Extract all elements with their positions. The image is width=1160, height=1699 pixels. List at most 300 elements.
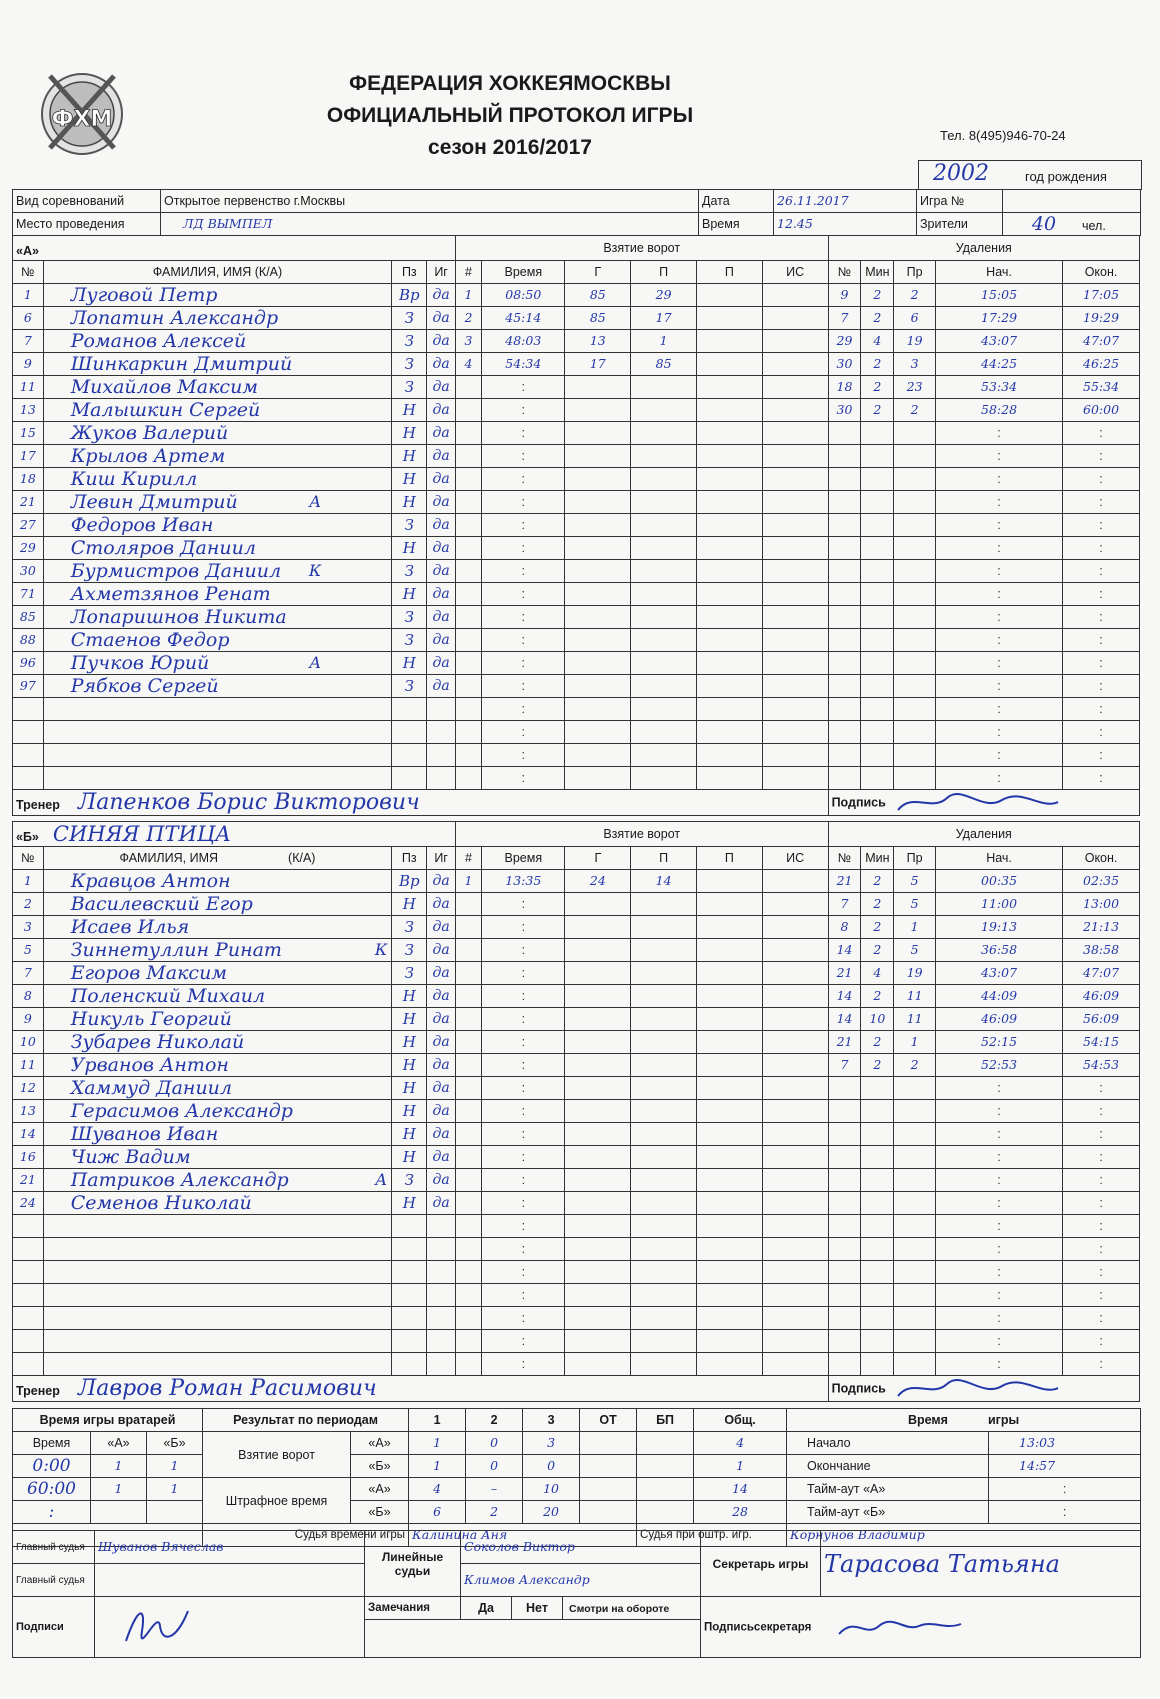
- goal-is: [762, 652, 828, 675]
- penalty-player: [828, 1146, 861, 1169]
- gk-time-col: Время: [13, 1432, 91, 1455]
- penalty-player: [828, 767, 861, 790]
- goal-assist-1: [631, 1123, 697, 1146]
- goal-is: [762, 675, 828, 698]
- penalty-end: :: [1063, 1284, 1140, 1307]
- goal-assist-1: [631, 1192, 697, 1215]
- goal-assist-1: [631, 1261, 697, 1284]
- goal-time: :: [482, 1238, 565, 1261]
- goal-time: :: [482, 1123, 565, 1146]
- player-name-cell: [43, 606, 392, 629]
- timeout-a-value: :: [989, 1478, 1141, 1501]
- player-position: З: [392, 962, 427, 985]
- team_b-row: [13, 985, 1140, 1008]
- goal-is: [762, 767, 828, 790]
- gk-b-col: «Б»: [147, 1432, 203, 1455]
- team_a-name-col-header: ФАМИЛИЯ, ИМЯ (К/А): [43, 261, 392, 284]
- goal-time: :: [482, 1215, 565, 1238]
- penalty-player: 7: [828, 893, 861, 916]
- penalty-start: 52:53: [935, 1054, 1062, 1077]
- goal-time: 54:34: [482, 353, 565, 376]
- penalty-end: :: [1063, 1100, 1140, 1123]
- team_b-goal-time-col-header: Время: [482, 847, 565, 870]
- penalty-player: 14: [828, 985, 861, 1008]
- goal-is: [762, 514, 828, 537]
- team-b-table: [12, 821, 1140, 1402]
- player-name-cell: [43, 893, 392, 916]
- player-position: З: [392, 939, 427, 962]
- team_a-row: [13, 583, 1140, 606]
- penalty-reason: 5: [894, 870, 936, 893]
- goal-number: [455, 537, 481, 560]
- penalty-start: :: [935, 629, 1062, 652]
- judge-signature-icon: [98, 1601, 218, 1651]
- goal-time: :: [482, 1077, 565, 1100]
- team_b-coach-cell: [13, 1376, 829, 1402]
- goal-number: [455, 962, 481, 985]
- penalty-start: :: [935, 1146, 1062, 1169]
- player-name: Урванов Антон: [70, 1054, 229, 1076]
- goal-time: :: [482, 1353, 565, 1376]
- penalty-reason: [894, 1330, 936, 1353]
- penalty-reason: [894, 606, 936, 629]
- player-name: Столяров Даниил: [70, 537, 256, 559]
- penalty-end: 38:58: [1063, 939, 1140, 962]
- penalty-start: :: [935, 1307, 1062, 1330]
- game-time-header: [787, 1409, 1141, 1432]
- penalty-minutes: 2: [861, 376, 894, 399]
- penalty-end: :: [1063, 583, 1140, 606]
- player-number: 3: [13, 916, 44, 939]
- goals-label: Взятие ворот: [203, 1432, 351, 1478]
- goal-time: 48:03: [482, 330, 565, 353]
- time-value: 12.45: [774, 213, 917, 236]
- penalty-minutes: [861, 1123, 894, 1146]
- penalty-minutes: [861, 583, 894, 606]
- team_a-row: [13, 767, 1140, 790]
- penalty-player: [828, 698, 861, 721]
- player-position: Н: [392, 1077, 427, 1100]
- penalty-player: [828, 721, 861, 744]
- goal-time: :: [482, 744, 565, 767]
- penalty-reason: 2: [894, 284, 936, 307]
- penalty-start: :: [935, 514, 1062, 537]
- penalty-start: :: [935, 491, 1062, 514]
- goal-assist-1: [631, 1284, 697, 1307]
- player-name: Малышкин Сергей: [70, 399, 261, 421]
- player-position: Н: [392, 1054, 427, 1077]
- penalty-player: [828, 1192, 861, 1215]
- goal-assist-2: [696, 893, 762, 916]
- period-p1-header: 1: [409, 1409, 466, 1432]
- pim-b-team: «Б»: [351, 1501, 409, 1524]
- goal-number: [455, 1146, 481, 1169]
- goal-assist-2: [696, 376, 762, 399]
- team_a-played-col-header: Иг: [427, 261, 456, 284]
- penalty-reason: 1: [894, 916, 936, 939]
- player-position: [392, 698, 427, 721]
- penalty-end: 47:07: [1063, 330, 1140, 353]
- player-number: 85: [13, 606, 44, 629]
- player-number: 30: [13, 560, 44, 583]
- penalty-end: :: [1063, 468, 1140, 491]
- penalty-player: [828, 445, 861, 468]
- player-played: да: [427, 422, 456, 445]
- goal-scorer: [565, 422, 631, 445]
- goal-is: [762, 939, 828, 962]
- goal-assist-1: [631, 537, 697, 560]
- goal-assist-2: [696, 985, 762, 1008]
- goal-assist-1: [631, 698, 697, 721]
- penalty-start: :: [935, 445, 1062, 468]
- penalty-start: :: [935, 1353, 1062, 1376]
- goal-assist-2: [696, 1215, 762, 1238]
- team_a-signature-icon: [892, 792, 1062, 814]
- player-number: [13, 1307, 44, 1330]
- team_a-row: [13, 284, 1140, 307]
- penalty-reason: [894, 560, 936, 583]
- penalty-minutes: [861, 560, 894, 583]
- goal-is: [762, 1215, 828, 1238]
- penalty-player: [828, 1169, 861, 1192]
- team_b-row: [13, 893, 1140, 916]
- player-name-cell: [43, 1353, 392, 1376]
- player-played: да: [427, 1077, 456, 1100]
- linesmen-label: Линейные судьи: [365, 1531, 461, 1597]
- goal-number: [455, 1238, 481, 1261]
- goal-is: [762, 698, 828, 721]
- penalty-start: :: [935, 1215, 1062, 1238]
- chief-judge-value: Шуванов Вячеслав: [95, 1531, 365, 1564]
- penalty-minutes: [861, 1353, 894, 1376]
- goal-scorer: [565, 514, 631, 537]
- penalty-reason: [894, 744, 936, 767]
- penalty-reason: 5: [894, 893, 936, 916]
- penalty-reason: 1: [894, 1031, 936, 1054]
- goal-assist-1: [631, 1100, 697, 1123]
- player-position: Н: [392, 422, 427, 445]
- goal-time: :: [482, 1261, 565, 1284]
- goal-assist-2: [696, 1261, 762, 1284]
- penalty-minutes: [861, 422, 894, 445]
- penalty-player: 30: [828, 399, 861, 422]
- penalty-minutes: [861, 514, 894, 537]
- player-played: [427, 744, 456, 767]
- team_a-signature-label: Подпись: [831, 794, 886, 809]
- goal-number: [455, 675, 481, 698]
- penalty-end: :: [1063, 514, 1140, 537]
- goal-assist-1: [631, 1238, 697, 1261]
- timekeeper-label: Судья времени игры: [203, 1524, 409, 1547]
- gk-b: 1: [147, 1455, 203, 1478]
- date-label: Дата: [699, 190, 774, 213]
- penalty-end: 13:00: [1063, 893, 1140, 916]
- player-position: [392, 744, 427, 767]
- goal-scorer: [565, 1054, 631, 1077]
- game-info-table: [12, 189, 1141, 236]
- goal-time: :: [482, 1330, 565, 1353]
- goal-assist-2: [696, 468, 762, 491]
- player-ka: К: [308, 561, 322, 580]
- team_b-label-cell: [13, 822, 456, 847]
- team_a-coach-cell: [13, 790, 829, 816]
- player-name-cell: [43, 675, 392, 698]
- penalty-reason: 2: [894, 399, 936, 422]
- player-position: Н: [392, 1146, 427, 1169]
- player-name-cell: [43, 491, 392, 514]
- chief-judge-2-label: Главный судья: [13, 1564, 95, 1597]
- goal-assist-2: [696, 1238, 762, 1261]
- goal-scorer: [565, 1192, 631, 1215]
- penalty-reason: 6: [894, 307, 936, 330]
- gk-b: [147, 1501, 203, 1524]
- team_b-is-col-header: ИС: [762, 847, 828, 870]
- goal-assist-2: [696, 1123, 762, 1146]
- goal-number: [455, 1353, 481, 1376]
- team-a-table: [12, 235, 1140, 816]
- penalty-minutes: [861, 629, 894, 652]
- player-name-cell: [43, 1077, 392, 1100]
- goal-is: [762, 1031, 828, 1054]
- goal-assist-2: [696, 698, 762, 721]
- player-name-cell: [43, 445, 392, 468]
- penalty-minutes: [861, 468, 894, 491]
- goal-number: 1: [455, 870, 481, 893]
- penalty-player: [828, 675, 861, 698]
- penalty-player: [828, 491, 861, 514]
- goal-is: [762, 376, 828, 399]
- player-name-cell: [43, 962, 392, 985]
- player-played: да: [427, 583, 456, 606]
- penalty-minutes: [861, 1284, 894, 1307]
- penalty-player: 18: [828, 376, 861, 399]
- penalty-end: 54:15: [1063, 1031, 1140, 1054]
- people-label: чел.: [1082, 219, 1106, 233]
- team_b-goals-header: Взятие ворот: [455, 822, 828, 847]
- linesman-1: Соколов Виктор: [461, 1531, 701, 1564]
- penalty-end: :: [1063, 744, 1140, 767]
- goal-is: [762, 1054, 828, 1077]
- player-name-cell: [43, 1307, 392, 1330]
- player-name: Лопатин Александр: [70, 307, 279, 329]
- penalty-player: 14: [828, 1008, 861, 1031]
- timeout-b-label: Тайм-аут «Б»: [787, 1501, 989, 1524]
- player-name: Жуков Валерий: [70, 422, 229, 444]
- player-number: 11: [13, 376, 44, 399]
- goal-assist-1: [631, 1353, 697, 1376]
- game-number-value: [1003, 190, 1141, 213]
- goal-number: [455, 399, 481, 422]
- team_a-label: «А»: [16, 244, 39, 258]
- penalty-start: 52:15: [935, 1031, 1062, 1054]
- team_b-row: [13, 1353, 1140, 1376]
- penalty-player: 7: [828, 307, 861, 330]
- player-name: Левин Дмитрий: [70, 491, 238, 513]
- team_a-row: [13, 652, 1140, 675]
- team_b-row: [13, 939, 1140, 962]
- goal-assist-1: [631, 1054, 697, 1077]
- goal-is: [762, 468, 828, 491]
- goal-time: :: [482, 675, 565, 698]
- player-number: 16: [13, 1146, 44, 1169]
- player-name-cell: [43, 652, 392, 675]
- penalty-player: [828, 1330, 861, 1353]
- goal-number: [455, 1100, 481, 1123]
- pim-a-period: [580, 1478, 637, 1501]
- player-number: [13, 1215, 44, 1238]
- player-name: Лопаришнов Никита: [70, 606, 287, 628]
- goal-scorer: [565, 1330, 631, 1353]
- goal-is: [762, 1077, 828, 1100]
- goal-assist-1: [631, 606, 697, 629]
- goal-number: [455, 893, 481, 916]
- player-name-cell: [43, 985, 392, 1008]
- penalty-reason: [894, 629, 936, 652]
- goal-assist-1: [631, 675, 697, 698]
- goal-assist-2: [696, 939, 762, 962]
- goal-scorer: [565, 721, 631, 744]
- penalty-reason: 19: [894, 330, 936, 353]
- goals-a-period: 1: [409, 1432, 466, 1455]
- penalty-player: [828, 1353, 861, 1376]
- goal-assist-1: [631, 1146, 697, 1169]
- goal-scorer: [565, 376, 631, 399]
- pim-a-period: –: [466, 1478, 523, 1501]
- penalty-start: :: [935, 1192, 1062, 1215]
- penalty-start: 44:25: [935, 353, 1062, 376]
- goal-is: [762, 537, 828, 560]
- team_a-coach-value: Лапенков Борис Викторович: [77, 790, 420, 815]
- penalty-player: [828, 1123, 861, 1146]
- player-position: [392, 1238, 427, 1261]
- penalty-end: 54:53: [1063, 1054, 1140, 1077]
- penalty-minutes: [861, 445, 894, 468]
- penalty-minutes: [861, 1238, 894, 1261]
- goal-assist-2: [696, 916, 762, 939]
- penalty-minutes: [861, 767, 894, 790]
- player-name: Михайлов Максим: [70, 376, 259, 398]
- goal-time: :: [482, 652, 565, 675]
- penalty-player: [828, 1284, 861, 1307]
- penalty-start: 46:09: [935, 1008, 1062, 1031]
- goal-assist-2: [696, 399, 762, 422]
- goal-number: [455, 1261, 481, 1284]
- player-played: да: [427, 514, 456, 537]
- penalty-player: [828, 514, 861, 537]
- player-name-cell: [43, 939, 392, 962]
- player-played: [427, 1353, 456, 1376]
- penalty-end: :: [1063, 1123, 1140, 1146]
- goal-assist-2: [696, 307, 762, 330]
- player-number: 13: [13, 399, 44, 422]
- penalty-reason: 3: [894, 353, 936, 376]
- linesman-2: Климов Александр: [461, 1564, 701, 1597]
- penalty-reason: [894, 1100, 936, 1123]
- penalty-end: 19:29: [1063, 307, 1140, 330]
- remarks-space: [365, 1620, 701, 1658]
- secretary-sign-label: Подписьсекретаря: [704, 1621, 812, 1634]
- penalty-start: :: [935, 1238, 1062, 1261]
- penalty-minutes: 2: [861, 284, 894, 307]
- player-played: да: [427, 330, 456, 353]
- player-played: да: [427, 1169, 456, 1192]
- penalty-start: 43:07: [935, 962, 1062, 985]
- game-time-label-2: игры: [987, 1413, 1020, 1427]
- goal-assist-1: [631, 583, 697, 606]
- penalty-player: [828, 1077, 861, 1100]
- penalty-reason: 11: [894, 1008, 936, 1031]
- penalty-start: 11:00: [935, 893, 1062, 916]
- competition-label: Вид соревнований: [13, 190, 161, 213]
- goal-scorer: [565, 744, 631, 767]
- penalty-minutes: [861, 491, 894, 514]
- player-name-cell: [43, 1169, 392, 1192]
- player-name-cell: [43, 767, 392, 790]
- goal-is: [762, 1192, 828, 1215]
- venue-value: ЛД ВЫМПЕЛ: [161, 213, 699, 236]
- penalty-end: :: [1063, 652, 1140, 675]
- pim-a-team: «А»: [351, 1478, 409, 1501]
- player-position: З: [392, 376, 427, 399]
- penalty-player: 14: [828, 939, 861, 962]
- player-number: 27: [13, 514, 44, 537]
- goal-scorer: [565, 1284, 631, 1307]
- goal-scorer: [565, 1077, 631, 1100]
- team_a-pen-end-col-header: Окон.: [1063, 261, 1140, 284]
- goal-scorer: [565, 468, 631, 491]
- judge-signature-cell: [95, 1597, 365, 1658]
- penalty-reason: [894, 514, 936, 537]
- goal-assist-1: [631, 1330, 697, 1353]
- goals-team-a: «А»: [351, 1432, 409, 1455]
- goal-time: :: [482, 422, 565, 445]
- goal-assist-2: [696, 330, 762, 353]
- player-name-cell: [43, 1008, 392, 1031]
- goal-scorer: [565, 962, 631, 985]
- player-number: 88: [13, 629, 44, 652]
- goal-time: :: [482, 1031, 565, 1054]
- penalty-reason: 2: [894, 1054, 936, 1077]
- player-ka: А: [309, 492, 322, 511]
- game-time-label: Время: [907, 1413, 948, 1427]
- goal-scorer: [565, 399, 631, 422]
- penalty-minutes: [861, 1100, 894, 1123]
- goal-assist-1: [631, 893, 697, 916]
- penalty-start: :: [935, 1330, 1062, 1353]
- player-name: Егоров Максим: [70, 962, 228, 984]
- penalty-player: 8: [828, 916, 861, 939]
- penalty-minutes: [861, 1307, 894, 1330]
- goal-assist-1: [631, 560, 697, 583]
- player-name-cell: [43, 629, 392, 652]
- player-name: Поленский Михаил: [70, 985, 266, 1007]
- goal-is: [762, 1330, 828, 1353]
- goals-b-period: [580, 1455, 637, 1478]
- goal-assist-1: [631, 962, 697, 985]
- player-number: 14: [13, 1123, 44, 1146]
- goal-assist-2: [696, 1077, 762, 1100]
- goal-time: :: [482, 962, 565, 985]
- team_b-row: [13, 1169, 1140, 1192]
- goals-b-period: 1: [694, 1455, 787, 1478]
- penalty-start: :: [935, 560, 1062, 583]
- player-played: да: [427, 1054, 456, 1077]
- player-name: Шинкаркин Дмитрий: [70, 353, 293, 375]
- chief-judge-label: Главный судья: [13, 1531, 95, 1564]
- player-played: да: [427, 675, 456, 698]
- team_b-row: [13, 1100, 1140, 1123]
- player-number: 97: [13, 675, 44, 698]
